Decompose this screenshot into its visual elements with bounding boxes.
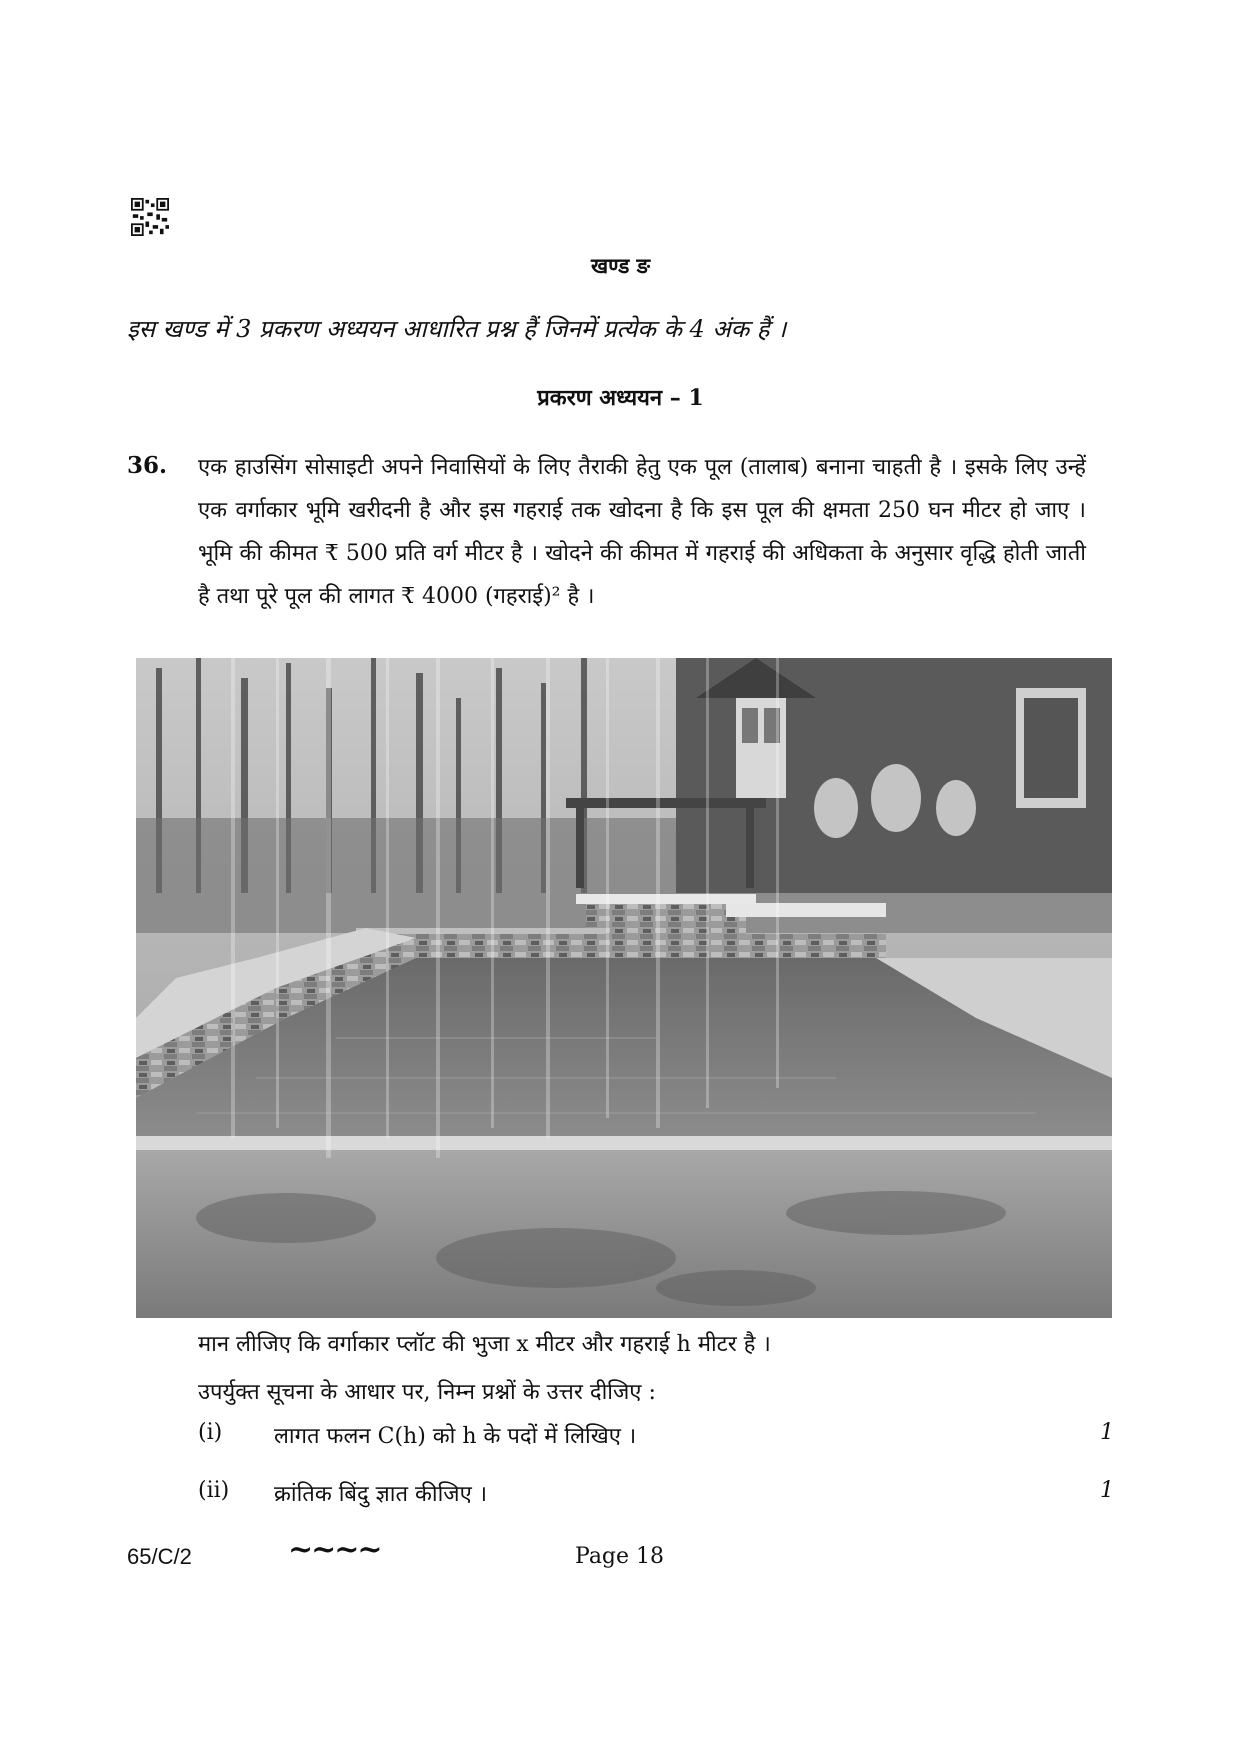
- pool-photo: [136, 658, 1112, 1318]
- qr-code-icon: [131, 198, 169, 236]
- sub-question-text: क्रांतिक बिंदु ज्ञात कीजिए ।: [274, 1482, 488, 1507]
- case-study-title: प्रकरण अध्ययन – 1: [537, 385, 704, 411]
- question-text: एक हाउसिंग सोसाइटी अपने निवासियों के लिए तैराकी हेतु एक पूल (तालाब) बनाना चाहती है । इसके लिए उन्हें एक वर्गाकार भूमि खरीदनी है और इस गहराई तक खोदना है कि इस पूल की क्षमता 250 घन मीटर हो जाए । भूमि की कीमत ₹ 500 प्रति वर्ग मीटर है । खोदने की कीमत में गहराई की अधिकता के अनुसार वृद्धि होती जाती है तथा पूरे पूल की लागत ₹ 4000 (गहराई)² है ।: [198, 455, 1086, 609]
- sub-question-label: (i): [198, 1420, 223, 1445]
- sub-question-text: लागत फलन C(h) को h के पदों में लिखिए ।: [274, 1424, 637, 1449]
- assumption-text: मान लीजिए कि वर्गाकार प्लॉट की भुजा x मीटर और गहराई h मीटर है ।: [198, 1332, 771, 1357]
- footer-paper-code: 65/C/2: [127, 1544, 192, 1569]
- section-instruction: इस खण्ड में 3 प्रकरण अध्ययन आधारित प्रश्न हैं जिनमें प्रत्येक के 4 अंक हैं ।: [127, 315, 787, 343]
- question-number: 36.: [127, 452, 168, 479]
- footer-separator: ~~~~: [288, 1532, 381, 1567]
- sub-question-label: (ii): [198, 1478, 230, 1503]
- answer-prompt: उपर्युक्त सूचना के आधार पर, निम्न प्रश्नों के उत्तर दीजिए :: [198, 1380, 656, 1405]
- page-number: Page 18: [575, 1544, 665, 1569]
- sub-question-marks: 1: [1100, 1478, 1114, 1503]
- sub-question-marks: 1: [1100, 1420, 1114, 1445]
- section-title: खण्ड ङ: [590, 253, 651, 278]
